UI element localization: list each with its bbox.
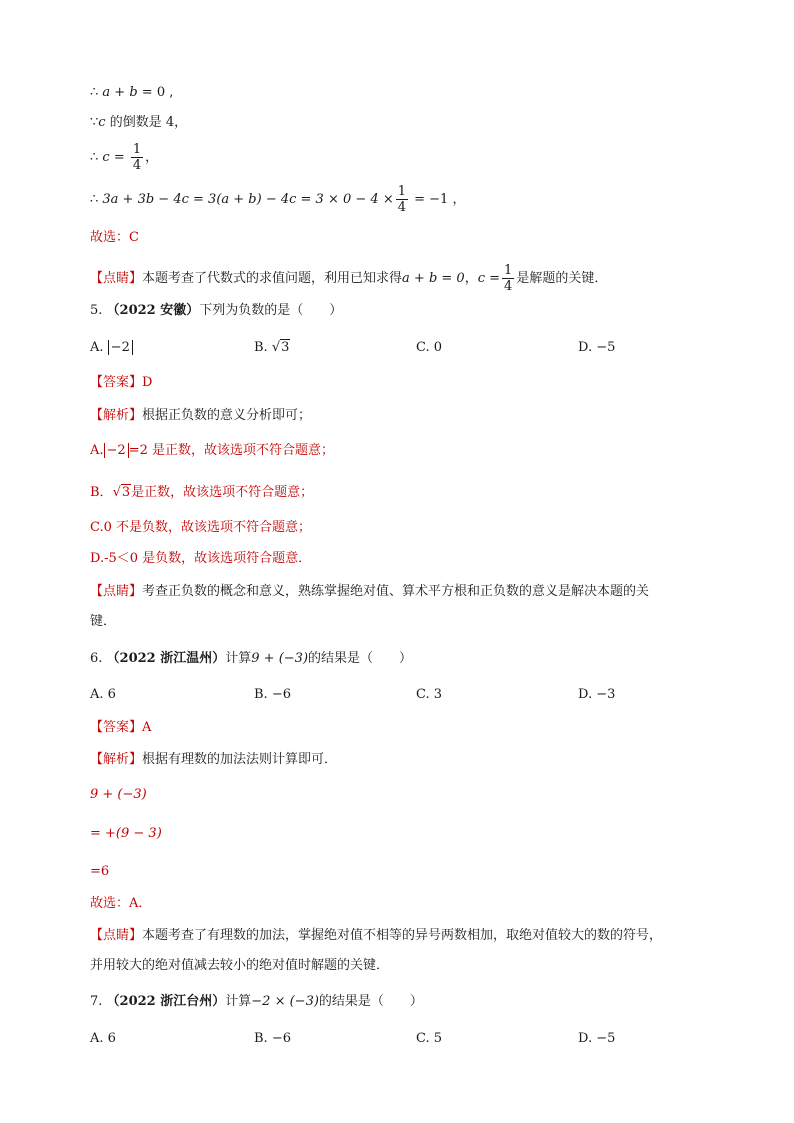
- question-number: 6.: [90, 651, 103, 666]
- q6-option-a: A. 6: [90, 687, 116, 702]
- note-math-2: c =: [477, 271, 501, 286]
- option-value: 0: [433, 340, 443, 355]
- item-label: A.: [90, 443, 104, 458]
- solution-line-2: [90, 114, 187, 132]
- denominator: 4: [132, 158, 142, 173]
- note-tag: 【点睛】: [90, 928, 143, 943]
- item-text: =2 是正数，故该选项不符合题意；: [128, 443, 334, 458]
- note-text: 考查正负数的概念和意义，熟练掌握绝对值、算术平方根和正负数的意义是解决本题的关: [142, 584, 650, 599]
- equals-sign: =: [109, 150, 129, 165]
- answer-tag: 【答案】: [90, 375, 143, 390]
- q7-option-c: C. 5: [416, 1031, 443, 1046]
- q5-analysis-c: C.0 不是负数，故该选项不符合题意；: [90, 520, 312, 535]
- equals-zero: = 0 ,: [137, 85, 174, 100]
- question-math: 9 + (−3): [251, 651, 309, 666]
- q5-option-d: [578, 339, 615, 357]
- q6-answer: [90, 719, 151, 737]
- numerator: 1: [504, 263, 513, 278]
- analysis-tag: 【解析】: [90, 752, 143, 767]
- therefore-symbol: ∴: [90, 192, 103, 207]
- comma: ，: [145, 150, 159, 165]
- solution-line-1: [90, 84, 173, 102]
- q5-option-c: [416, 339, 442, 357]
- question-text-end: 的结果是（ ）: [318, 994, 423, 1009]
- q6-note-line-2: 并用较大的绝对值减去较小的绝对值时解题的关键．: [90, 958, 390, 973]
- q5-option-a: [90, 339, 133, 357]
- var-c: c: [98, 115, 106, 130]
- q6-analysis: [90, 751, 337, 769]
- radicand: 3: [121, 485, 131, 500]
- question-source: （2022 安徽）: [106, 303, 200, 318]
- q5-analysis: [90, 407, 311, 425]
- var-b: b: [129, 85, 138, 100]
- choose-answer-text: 故选：C: [90, 230, 139, 245]
- option-label: D.: [578, 340, 593, 355]
- abs-value: −2: [104, 443, 129, 458]
- note-tag: 【点睛】: [90, 584, 143, 599]
- note-line: [90, 263, 607, 294]
- note-text-end: 是解题的关键．: [516, 271, 608, 286]
- option-value: −5: [596, 340, 616, 355]
- fraction-one-quarter: [396, 184, 408, 215]
- q6-step-3: =6: [90, 864, 110, 879]
- question-6-stem: [90, 650, 412, 668]
- plus-sign: +: [110, 85, 130, 100]
- therefore-symbol: ∴: [90, 85, 103, 100]
- q5-analysis-d: D.-5＜0 是负数，故该选项符合题意．: [90, 551, 312, 566]
- q5-analysis-a: [90, 442, 334, 460]
- denominator: 4: [397, 200, 406, 215]
- question-source: （2022 浙江台州）: [106, 994, 226, 1009]
- question-number: 5.: [90, 303, 103, 318]
- q6-step-2: = +(9 − 3): [90, 826, 162, 841]
- q5-answer: [90, 374, 152, 392]
- option-label: C.: [416, 340, 430, 355]
- sqrt-expression: √3: [271, 340, 290, 355]
- option-label: A.: [90, 340, 104, 355]
- question-text: 计算: [225, 994, 252, 1009]
- fraction-one-quarter: [502, 263, 514, 294]
- answer-value: A: [142, 720, 152, 735]
- denominator: 4: [504, 279, 513, 294]
- item-label: B．: [90, 485, 113, 500]
- var-a: a: [102, 85, 111, 100]
- analysis-text: 根据正负数的意义分析即可；: [142, 408, 312, 423]
- q5-option-b: [254, 339, 290, 357]
- because-symbol: ∵: [90, 115, 99, 130]
- numerator: 1: [397, 184, 406, 199]
- comma: ，: [464, 271, 478, 286]
- therefore-symbol: ∴: [90, 150, 103, 165]
- q6-option-d: D. −3: [578, 687, 616, 702]
- q5-note-line-1: [90, 583, 649, 601]
- note-tag: 【点睛】: [90, 271, 143, 286]
- analysis-text: 根据有理数的加法法则计算即可．: [142, 752, 338, 767]
- fraction-one-quarter: [131, 142, 143, 173]
- answer-value: D: [142, 375, 153, 390]
- q7-option-a: A. 6: [90, 1031, 116, 1046]
- solution-line-3: [90, 142, 158, 173]
- expression-left: 3a + 3b − 4c = 3(a + b) − 4c = 3 × 0 − 4 ×: [102, 192, 394, 207]
- q6-option-c: C. 3: [416, 687, 443, 702]
- q6-step-1: 9 + (−3): [90, 787, 147, 802]
- item-text: 是正数，故该选项不符合题意；: [131, 485, 314, 500]
- var-c: c: [102, 150, 110, 165]
- question-5-stem: [90, 302, 342, 320]
- q6-note-line-1: [90, 927, 662, 945]
- note-text: 本题考查了代数式的求值问题，利用已知求得: [142, 271, 403, 286]
- q7-option-b: B. −6: [254, 1031, 291, 1046]
- solution-line-4: [90, 184, 465, 215]
- sqrt-expression: √3: [112, 485, 131, 500]
- analysis-tag: 【解析】: [90, 408, 143, 423]
- question-source: （2022 浙江温州）: [106, 651, 226, 666]
- q6-option-b: B. −6: [254, 687, 291, 702]
- expression-result: = −1 ，: [410, 192, 466, 207]
- q5-note-line-2: 键．: [90, 614, 117, 629]
- q5-analysis-b: [90, 484, 313, 502]
- radicand: 3: [281, 340, 290, 355]
- q6-choose: 故选：A．: [90, 896, 152, 911]
- question-text-end: 的结果是（ ）: [308, 651, 413, 666]
- abs-value: −2: [108, 340, 133, 355]
- note-text: 本题考查了有理数的加法，掌握绝对值不相等的异号两数相加，取绝对值较大的数的符号，: [142, 928, 663, 943]
- question-math: −2 × (−3): [251, 994, 319, 1009]
- note-math-1: a + b = 0: [402, 271, 465, 286]
- question-text: 计算: [225, 651, 252, 666]
- q7-option-d: D. −5: [578, 1031, 616, 1046]
- question-7-stem: [90, 993, 423, 1011]
- numerator: 1: [132, 142, 142, 157]
- option-label: B.: [254, 340, 268, 355]
- reciprocal-text: 的倒数是 4，: [105, 115, 188, 130]
- question-text: 下列为负数的是（ ）: [199, 303, 343, 318]
- question-number: 7.: [90, 994, 103, 1009]
- answer-tag: 【答案】: [90, 720, 143, 735]
